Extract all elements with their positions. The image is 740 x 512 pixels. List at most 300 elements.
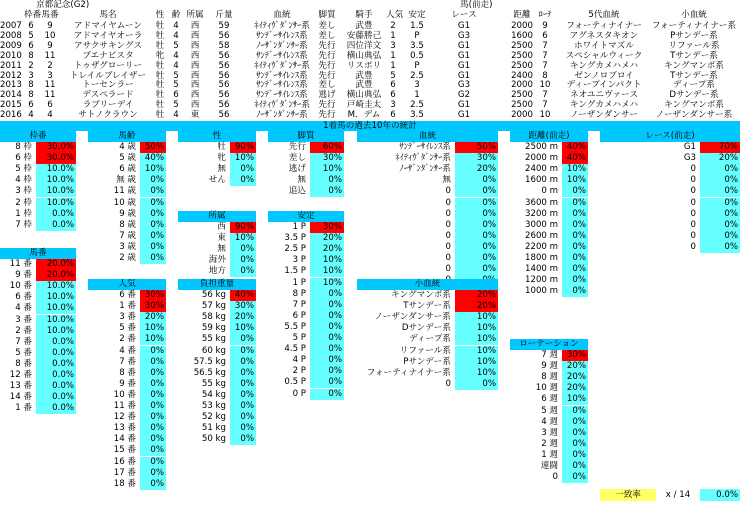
stat-label: 海外 [208,255,226,266]
stat-row [88,242,166,253]
history-cell: 56 [218,100,230,111]
stat-row [357,334,498,345]
stat-bar-cell [140,301,166,312]
stat-row [268,322,344,333]
stat-row [357,209,498,220]
column-header: 脚質 [318,10,336,20]
antei-title: 安定 [268,211,344,222]
stat-bar-cell [310,300,344,311]
history-cell: 2500 [511,50,533,61]
history-cell: 3 [28,70,34,81]
history-cell: 2011 [0,60,22,71]
stat-bar-cell [36,381,76,392]
column-header: 騎手 [355,10,373,20]
history-cell: 59 [218,21,230,31]
history-cell: アドマイヤムーン [74,21,142,31]
stat-row [0,198,76,209]
stat-label: 8 番 [15,358,32,369]
stat-bar-cell [230,412,256,423]
stat-row [178,290,256,301]
stat-label: キングマンボ系 [391,290,451,300]
stat-row [0,175,76,186]
history-cell: デスペラード [82,90,134,101]
stat-label: 0 [690,186,696,197]
stat-bar-cell [310,389,344,400]
stat-label: 0 m [541,186,558,197]
history-cell: ｻﾝﾃﾞｰｻｲﾚﾝｽ系 [256,30,308,41]
history-cell: 2009 [0,40,22,51]
history-cell: 3.5 [410,40,424,51]
stat-label: 17 番 [113,467,136,478]
stat-percent: 0% [572,241,586,252]
stat-label: 2200 m [525,241,558,252]
history-cell: 2007 [0,21,22,31]
stat-row [357,290,498,301]
history-cell: キングマンボ系 [664,100,724,111]
stat-label: 3000 m [525,219,558,230]
stat-label: 7 枠 [15,219,32,230]
stat-bar-cell [36,153,76,164]
stat-bar-cell [140,220,166,231]
stat-row [88,220,166,231]
stat-label: 4 枠 [15,175,32,186]
history-cell: トレイルブレイザー [69,70,147,81]
stat-row [88,301,166,312]
history-cell: 先行 [318,100,336,111]
stat-row [0,392,76,403]
stat-bar-cell [36,370,76,381]
stat-row [0,326,76,337]
stat-row [268,255,344,266]
stat-percent: 0% [150,378,164,389]
stat-bar-cell [455,323,498,334]
stat-label: 1 枠 [15,208,32,219]
stat-bar-cell [455,175,498,186]
history-row [0,71,740,81]
stat-label: 9 週 [541,361,558,372]
stat-label: 2500 m [525,142,558,152]
stat-label: 牡 [217,142,226,152]
stat-row [357,346,498,357]
stat-row [510,209,588,220]
history-cell: 5 [173,40,179,51]
stat-bar-cell [230,401,256,412]
stat-row [510,142,588,153]
stat-percent: 20% [718,153,738,164]
history-cell: Dサンデー系 [669,90,719,101]
history-cell: 10 [539,80,551,91]
history-cell: 9 [542,21,548,31]
stat-row [600,209,740,220]
stat-row [357,264,498,275]
stat-percent: 0.0% [52,336,74,347]
stat-label: 0 [552,472,558,483]
history-cell: 6 [390,80,396,91]
history-cell: Pサンデー系 [670,30,718,41]
stat-percent: 0% [240,345,254,356]
stat-percent: 10% [144,334,164,345]
stat-percent: 20% [476,290,496,300]
history-cell: トーセンラー [82,80,134,91]
stat-row [357,323,498,334]
stat-label: 4 歳 [119,142,136,152]
column-header: 齢 [171,10,181,20]
stat-bar-cell [562,198,588,209]
stat-row [357,379,498,390]
stat-row [510,164,588,175]
stat-bar-cell [230,434,256,445]
stat-label: 10 週 [535,383,558,394]
stat-percent: 0% [150,186,164,197]
history-cell: ホワイトマズル [574,40,634,51]
history-cell: 2010 [0,50,22,61]
history-cell: G1 [457,40,471,51]
stat-percent: 0% [240,401,254,411]
stat-row [0,164,76,175]
history-cell: 2500 [511,60,533,71]
history-cell: 安藤勝己 [346,30,382,41]
history-cell: 5 [28,30,34,41]
stat-bar-cell [36,270,76,281]
history-cell: Tサンデー系 [670,50,718,61]
stat-bar-cell [36,164,76,175]
stat-label: 56 kg [201,290,226,300]
history-cell: 56 [218,30,230,41]
stat-row [0,348,76,359]
stat-bar-cell [310,153,344,164]
stat-percent: 0% [240,412,254,423]
stat-row [510,153,588,164]
stat-row [88,209,166,220]
history-cell: 差し [318,80,336,91]
stat-label: 13 番 [113,423,136,434]
stat-row [88,434,166,445]
stat-percent: 30% [476,153,496,164]
history-cell: 牡 [155,90,165,101]
stat-percent: 0% [328,366,342,377]
history-row [0,110,740,120]
stat-percent: 0% [572,197,586,208]
stat-bar-cell [562,142,588,153]
stat-percent: 0% [240,434,254,445]
stat-percent: 50% [144,142,164,152]
stat-row [600,231,740,242]
history-cell: 2000 [511,80,533,91]
history-cell: 先行 [318,50,336,61]
stat-label: 15 番 [113,445,136,456]
stat-label: 逃げ [288,164,306,175]
history-cell: M．デム [347,110,381,121]
stat-percent: 0% [240,266,254,277]
stat-label: 7 週 [541,350,558,360]
stat-row [510,394,588,405]
stat-bar-cell [455,368,498,379]
stat-bar-cell [36,303,76,314]
history-cell: 4 [173,60,179,71]
stat-percent: 0.0% [52,370,74,380]
history-cell: サトノクラウン [78,110,138,121]
stat-label: 13 番 [9,381,32,392]
column-header: 馬名 [99,10,117,20]
stat-row [268,366,344,377]
stat-bar-cell [230,175,256,186]
history-cell: Tサンデー系 [670,70,718,81]
history-cell: 9 [47,40,53,51]
stat-label: 2000 m [525,153,558,164]
stat-percent: 0% [150,412,164,423]
stats-banner: 1着馬の過去10年の統計 [0,121,740,131]
stat-label: 55 kg [201,334,226,345]
stat-percent: 0.0% [52,219,74,230]
stat-bar-cell [310,278,344,289]
stat-label: 3600 m [525,197,558,208]
stat-bar-cell [562,264,588,275]
stat-bar-cell [230,390,256,401]
history-cell: 6 [47,100,53,111]
age-title: 馬齢 [88,131,166,142]
stat-row [0,209,76,220]
stat-percent: 30% [566,350,586,360]
stat-bar-cell [140,357,166,368]
stat-row [88,346,166,357]
column-header: 人気 [386,10,404,20]
stat-percent: 50% [476,142,496,152]
stat-row [178,153,256,164]
stat-row [510,428,588,439]
history-cell: 牝 [155,50,165,61]
stat-label: 6 週 [541,394,558,405]
stat-bar-cell [310,186,344,197]
stat-bar-cell [562,428,588,439]
stat-bar-cell [36,326,76,337]
rotation-title: ローテーション [510,339,588,350]
stat-row [0,186,76,197]
stat-percent: 0% [150,423,164,434]
stat-row [178,390,256,401]
stat-row [0,381,76,392]
stat-label: 0.5 P [284,377,306,388]
history-cell: 56 [218,60,230,71]
stat-percent: 0.0% [52,392,74,403]
stat-label: G3 [683,153,696,164]
stat-row [357,231,498,242]
stat-label: 4 番 [15,303,32,314]
stat-percent: 0% [482,253,496,263]
stat-percent: 10.0% [46,164,74,175]
stat-row [178,312,256,323]
stat-percent: 0% [724,230,738,241]
stat-label: 2 枠 [15,197,32,208]
stat-row [510,198,588,209]
stat-row [357,368,498,379]
stat-bar-cell [230,368,256,379]
history-cell: 横山典弘 [346,50,382,61]
history-cell: 牡 [155,100,165,111]
match-count: x / 14 [665,490,691,500]
stat-row [178,412,256,423]
stat-percent: 90% [234,142,254,152]
stat-percent: 0% [150,389,164,400]
stat-percent: 0% [572,253,586,263]
stat-bar-cell [36,392,76,403]
history-cell: 西 [190,90,200,101]
history-cell: 7 [542,40,548,51]
stat-row [88,231,166,242]
history-cell: 2500 [511,90,533,101]
stat-label: 0 [690,230,696,241]
stat-row [178,255,256,266]
column-header: レース [451,10,477,20]
stat-percent: 0% [150,175,164,186]
stat-row [178,244,256,255]
stat-bar-cell [230,323,256,334]
stat-percent: 0% [572,275,586,286]
history-cell: 先行 [318,40,336,51]
stat-percent: 20% [322,244,342,255]
stat-percent: 0% [724,219,738,230]
stat-percent: 0% [572,286,586,297]
history-cell: 2.5 [410,100,424,111]
stat-row [268,389,344,400]
stat-row [510,242,588,253]
stat-row [357,357,498,368]
stat-bar-cell [140,423,166,434]
stat-bar-cell [36,292,76,303]
stat-percent: 10% [566,394,586,405]
history-cell: 6 [390,90,396,101]
history-cell: 西 [190,80,200,91]
stat-row [0,292,76,303]
stat-label: リファール系 [399,345,451,356]
stat-label: 8 番 [119,367,136,378]
stat-bar-cell [455,186,498,197]
column-header: 安定 [408,10,426,20]
stat-percent: 30% [322,222,342,232]
stat-label: 4 番 [119,345,136,356]
stat-label: 0 [445,378,451,389]
history-cell: 2 [47,60,53,71]
stat-label: 1800 m [525,253,558,263]
stat-bar-cell [455,231,498,242]
stat-percent: 10% [144,164,164,175]
history-cell: リファール系 [668,40,720,51]
history-cell: 逃げ [318,90,336,101]
stat-row [178,334,256,345]
stat-label: 0 [445,186,451,197]
history-cell: ﾉｰｻﾞﾝﾀﾞﾝｻｰ系 [256,110,308,121]
stat-label: 2 P [292,366,306,377]
stat-label: 5.5 P [284,321,306,332]
stat-label: 3 番 [15,314,32,325]
stat-label: 60 kg [201,345,226,356]
column-header: 5代血統 [588,10,620,20]
stat-row [510,361,588,372]
history-cell: 8 [542,70,548,81]
stat-bar-cell [700,209,740,220]
column-header: 枠番 [24,10,42,20]
history-cell: 11 [44,80,56,91]
stat-percent: 10% [322,255,342,266]
stat-bar-cell [455,220,498,231]
stat-percent: 0% [482,197,496,208]
stat-bar-cell [230,153,256,164]
history-cell: 7 [542,50,548,61]
stat-row [268,164,344,175]
stat-label: 12 番 [9,370,32,380]
stat-bar-cell [310,289,344,300]
stat-percent: 10% [322,277,342,288]
history-cell: キングマンボ系 [664,60,724,71]
stat-bar-cell [562,231,588,242]
stat-percent: 0% [240,244,254,255]
history-cell: 先行 [318,60,336,71]
history-cell: アグネスタキオン [569,30,639,41]
stat-percent: 0% [240,378,254,389]
stat-percent: 0% [150,478,164,489]
column-header: 斤量 [215,10,233,20]
stat-bar-cell [455,164,498,175]
stat-percent: 10.0% [46,303,74,314]
stat-bar-cell [230,142,256,153]
history-cell: 横山典弘 [346,90,382,101]
stat-percent: 0% [150,345,164,356]
stat-row [0,359,76,370]
stat-label: 6 歳 [119,164,136,175]
stat-bar-cell [140,445,166,456]
stat-label: 57.5 kg [193,356,226,367]
stat-percent: 10% [234,323,254,334]
history-row [0,61,740,71]
stat-percent: 0.0% [52,381,74,392]
stat-percent: 0% [724,164,738,175]
history-cell: 56 [218,50,230,61]
stat-percent: 0% [328,288,342,299]
stat-bar-cell [36,403,76,414]
stat-label: 連闘 [540,461,558,471]
stat-bar-cell [562,164,588,175]
stat-bar-cell [562,383,588,394]
stat-percent: 0% [240,334,254,345]
stat-bar-cell [140,412,166,423]
stat-label: 1 週 [541,449,558,460]
stat-bar-cell [455,209,498,220]
stat-row [0,270,76,281]
history-cell: 6 [173,90,179,101]
stat-percent: 0% [482,241,496,252]
stat-label: 57 kg [201,301,226,312]
stat-label: 56.5 kg [193,367,226,378]
stat-percent: 0% [240,367,254,378]
stat-bar-cell [700,142,740,153]
kyaku-title: 脚質 [268,131,344,142]
stat-percent: 0% [150,456,164,467]
column-header: 性 [155,10,165,20]
history-cell: ｻﾝﾃﾞｰｻｲﾚﾝｽ系 [256,80,308,91]
stat-row [600,164,740,175]
stat-row [510,372,588,383]
stat-row [88,312,166,323]
weight-title: 負担重量 [178,279,256,290]
history-cell: G1 [457,60,471,71]
stat-percent: 0% [328,175,342,186]
history-cell: 西 [190,60,200,71]
stat-row [268,186,344,197]
stat-label: 追込 [288,186,306,197]
stat-percent: 10% [476,323,496,334]
history-cell: 1 [390,30,396,41]
stat-row [510,417,588,428]
stat-row [88,479,166,490]
